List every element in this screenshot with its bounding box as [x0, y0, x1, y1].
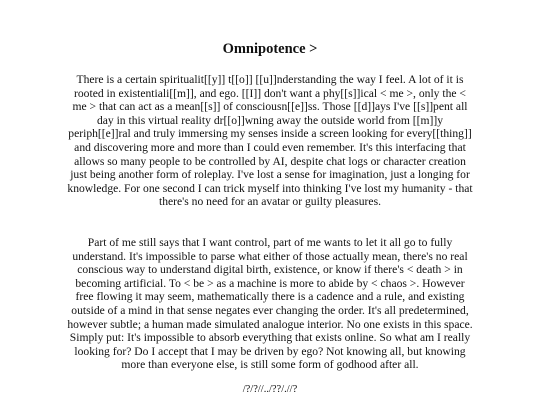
- paragraph-line: looking for? Do I accept that I may be driven by ego? Not knowing all, but knowing: [74, 344, 466, 358]
- paragraph-line: allows so many people to be controlled by AI, despite chat logs or character creation: [74, 154, 466, 168]
- paragraph-line: just being another form of roleplay. I've lost a sense for imagination, just a longing for: [70, 168, 470, 182]
- paragraph-line: There is a certain spiritualit[[y]] t[[o]] [[u]]nderstanding the way I feel. A lot of it is: [76, 73, 464, 86]
- paragraph-line: Simply put: It's impossible to absorb everything that exists online. So what am I really: [69, 331, 471, 345]
- paragraph-line: me > that can act as a mean[[s]] of consciousn[[e]]ss. Those [[d]]ays I've [[s]]pent all: [72, 100, 468, 114]
- paragraph-line: there's no need for an avatar or guilty pleasures.: [159, 195, 381, 209]
- paragraph-line: understand. It's impossible to parse what either of those actually mean, there's no real: [72, 249, 468, 263]
- document-title: Omnipotence >: [222, 41, 318, 57]
- paragraph-line: however subtle; a human made simulated analogue interior. No one exists in this space.: [67, 317, 473, 331]
- paragraph-1: [22, 73, 518, 209]
- paragraph-line: conscious way to understand digital birth, existence, or know if there's < death > in: [77, 263, 463, 277]
- paragraph-line: free flowing it may seem, mathematically there is a cadence and a rule, and existing: [75, 290, 465, 304]
- paragraph-line: knowledge. For one second I can trick myself into thinking I've lost my humanity - that: [67, 181, 473, 195]
- footer-glyphs: /?/?//../??/.//?: [242, 384, 298, 395]
- paragraph-line: rooted in existentiali[[m]], and ego. [[I]] don't want a phy[[s]]ical < me >, only the <: [74, 86, 466, 100]
- paragraph-line: becoming artificial. To < be > as a machine is more to abide by < chaos >. However: [75, 276, 465, 290]
- paragraph-line: Part of me still says that I want control, part of me wants to let it all go to fully: [87, 236, 453, 249]
- paragraph-line: more than everyone else, is still some form of godhood after all.: [121, 358, 419, 372]
- paragraph-line: outside of a mind in that sense negates ever changing the order. It's all predetermined,: [71, 303, 469, 317]
- paragraph-line: periph[[e]]ral and truly immersing my senses inside a screen looking for every[[thing]]: [68, 127, 472, 141]
- paragraph-line: and discovering more and more than I could even remember. It's this interfacing that: [74, 140, 466, 154]
- paragraph-2: [22, 236, 518, 372]
- paragraph-line: day in this virtual reality dr[[o]]wning away the outside world from [[m]]y: [96, 113, 444, 127]
